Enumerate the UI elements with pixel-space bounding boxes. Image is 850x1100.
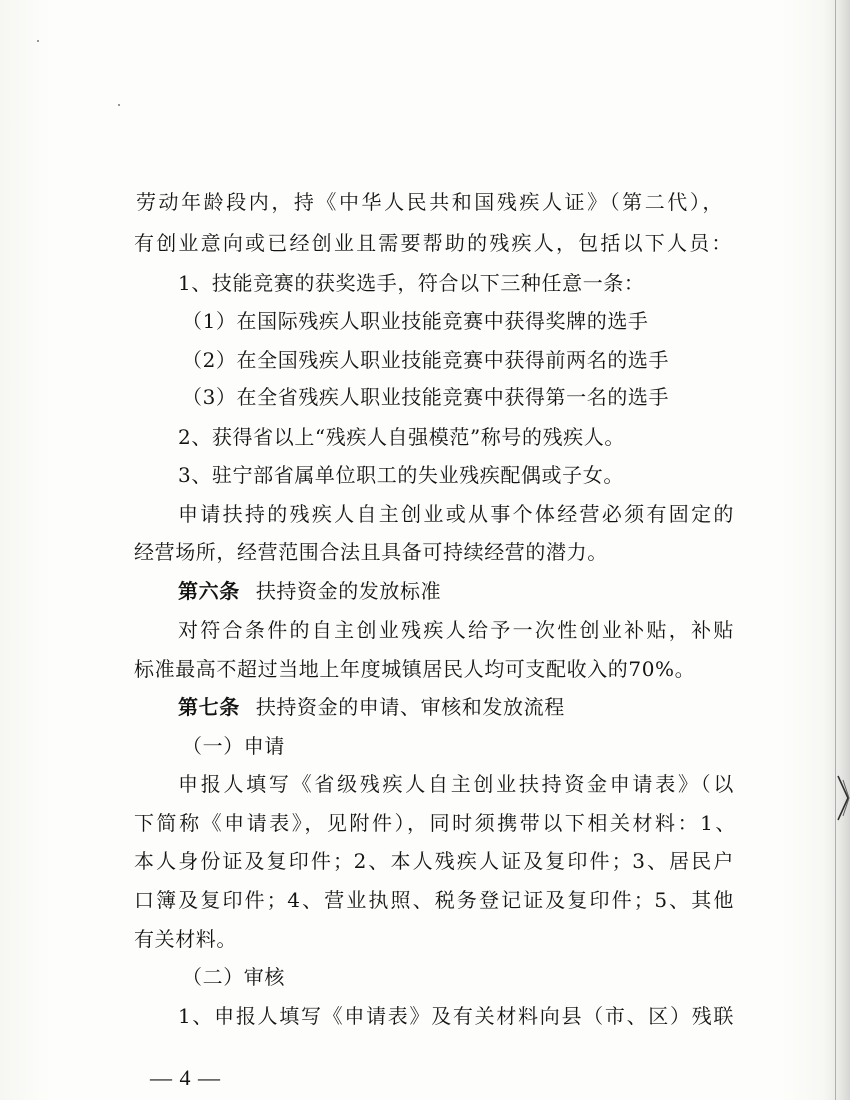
- list-item: 1、技能竞赛的获奖选手，符合以下三种任意一条：: [178, 271, 645, 295]
- list-subitem: （2）在全国残疾人职业技能竞赛中获得前两名的选手: [182, 348, 670, 372]
- body-line: 经营场所，经营范围合法且具备可持续经营的潜力。: [134, 540, 608, 564]
- list-subitem: （1）在国际残疾人职业技能竞赛中获得奖牌的选手: [182, 309, 649, 333]
- body-line: 有关材料。: [134, 927, 237, 951]
- list-subitem: （3）在全省残疾人职业技能竞赛中获得第一名的选手: [182, 385, 670, 409]
- list-item: 3、驻宁部省属单位职工的失业残疾配偶或子女。: [178, 463, 624, 487]
- page-edge-shadow: [824, 0, 850, 1100]
- list-item: 2、获得省以上“残疾人自强模范”称号的残疾人。: [178, 425, 625, 449]
- article-7-title: 扶持资金的申请、审核和发放流程: [255, 695, 565, 719]
- article-6-number: 第六条: [178, 579, 240, 603]
- page-number: — 4 —: [150, 1065, 221, 1090]
- body-line: 有创业意向或已经创业且需要帮助的残疾人，包括以下人员：: [134, 231, 732, 255]
- page-edge-line: [835, 0, 836, 1100]
- section-heading-apply: （一）申请: [182, 734, 285, 758]
- article-6-heading: [178, 577, 441, 605]
- scan-speck: [118, 104, 120, 106]
- body-line: 1、申报人填写《申请表》及有关材料向县（市、区）残联: [178, 1004, 734, 1028]
- body-line: 本人身份证及复印件；2、本人残疾人证及复印件；3、居民户: [134, 849, 734, 873]
- body-line: 下简称《申请表》，见附件），同时须携带以下相关材料：1、: [134, 811, 736, 835]
- section-heading-review: （二）审核: [182, 965, 285, 989]
- body-line: 申请扶持的残疾人自主创业或从事个体经营必须有固定的: [178, 502, 734, 526]
- body-line: 申报人填写《省级残疾人自主创业扶持资金申请表》（以: [178, 772, 734, 796]
- body-line: 标准最高不超过当地上年度城镇居民人均可支配收入的70%。: [134, 657, 696, 681]
- article-7-heading: [178, 693, 565, 721]
- scan-speck: [37, 40, 39, 42]
- body-line: 口簿及复印件；4、营业执照、税务登记证及复印件；5、其他: [134, 888, 734, 912]
- article-7-number: 第七条: [178, 695, 240, 719]
- body-line: 对符合条件的自主创业残疾人给予一次性创业补贴，补贴: [178, 618, 734, 642]
- body-line: 劳动年龄段内，持《中华人民共和国残疾人证》（第二代），: [136, 190, 723, 214]
- article-6-title: 扶持资金的发放标准: [255, 579, 442, 603]
